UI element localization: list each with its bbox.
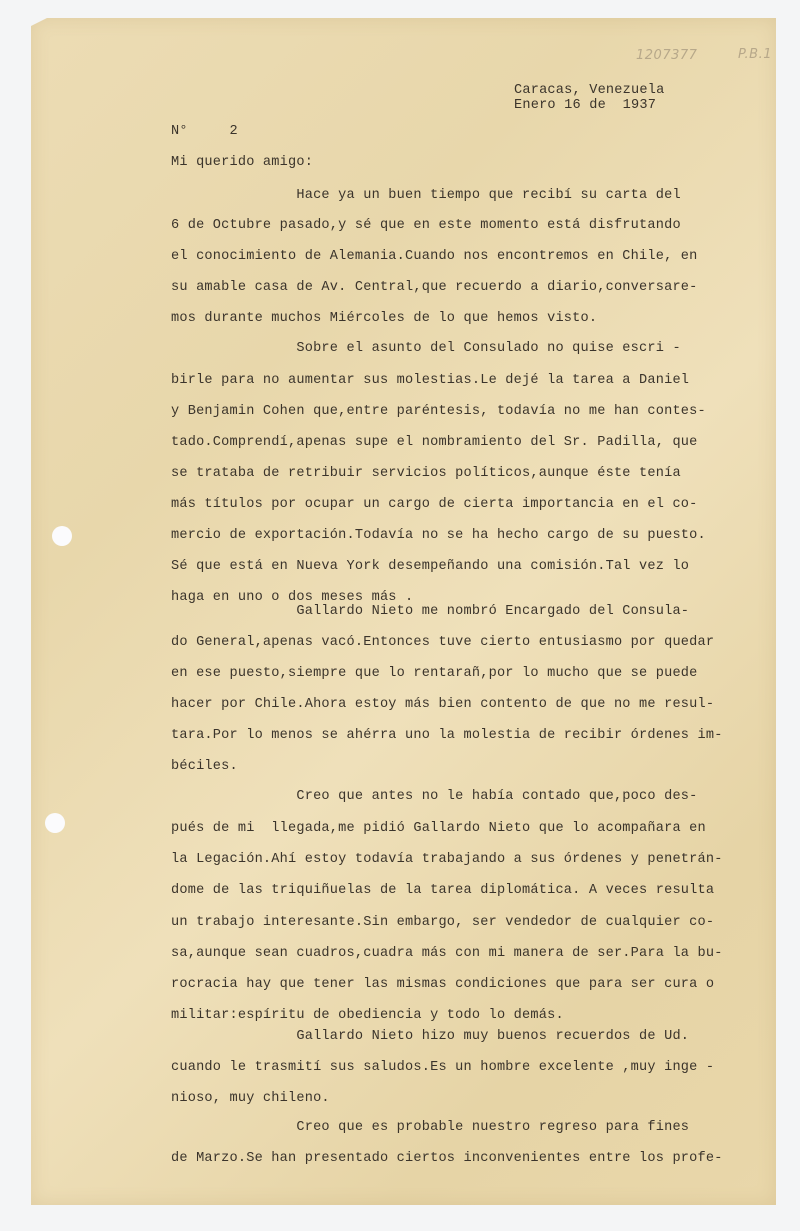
letter-line: en ese puesto,siempre que lo rentarañ,por lo mucho que se puede — [171, 666, 698, 681]
letter-line: tara.Por lo menos se ahérra uno la molestia de recibir órdenes im- — [171, 728, 723, 743]
letter-line: Sobre el asunto del Consulado no quise escri - — [171, 341, 681, 356]
letter-line: un trabajo interesante.Sin embargo, ser vendedor de cualquier co- — [171, 915, 715, 930]
letter-line: Gallardo Nieto me nombró Encargado del Consula- — [171, 604, 690, 619]
letter-line: 6 de Octubre pasado,y sé que en este momento está disfrutando — [171, 218, 681, 233]
letter-line: nioso, muy chileno. — [171, 1091, 330, 1106]
letter-line: mercio de exportación.Todavía no se ha hecho cargo de su puesto. — [171, 528, 706, 543]
letter-line: la Legación.Ahí estoy todavía trabajando a sus órdenes y penetrán- — [171, 852, 723, 867]
letter-line: Creo que es probable nuestro regreso para fines — [171, 1120, 690, 1135]
letter-line: el conocimiento de Alemania.Cuando nos encontremos en Chile, en — [171, 249, 698, 264]
letter-line: tado.Comprendí,apenas supe el nombramiento del Sr. Padilla, que — [171, 435, 698, 450]
letter-line: Sé que está en Nueva York desempeñando una comisión.Tal vez lo — [171, 559, 690, 574]
letter-line: hacer por Chile.Ahora estoy más bien contento de que no me resul- — [171, 697, 715, 712]
letter-line: mos durante muchos Miércoles de lo que hemos visto. — [171, 311, 598, 326]
letter-line: Creo que antes no le había contado que,poco des- — [171, 789, 698, 804]
letter-line: y Benjamin Cohen que,entre paréntesis, todavía no me han contes- — [171, 404, 706, 419]
punch-hole-upper — [52, 526, 72, 546]
folio-mark: P.B.1 — [738, 47, 773, 62]
letter-line: haga en uno o dos meses más . — [171, 590, 414, 605]
letter-line: sa,aunque sean cuadros,cuadra más con mi manera de ser.Para la bu- — [171, 946, 723, 961]
letter-line: Hace ya un buen tiempo que recibí su carta del — [171, 188, 681, 203]
letter-line: se trataba de retribuir servicios políticos,aunque éste tenía — [171, 466, 681, 481]
punch-hole-lower — [45, 813, 65, 833]
letter-line: dome de las triquiñuelas de la tarea diplomática. A veces resulta — [171, 883, 715, 898]
letter-line: birle para no aumentar sus molestias.Le dejé la tarea a Daniel — [171, 373, 690, 388]
letter-line: do General,apenas vacó.Entonces tuve cierto entusiasmo por quedar — [171, 635, 715, 650]
letter-date: Enero 16 de 1937 — [514, 98, 657, 113]
letter-line: pués de mi llegada,me pidió Gallardo Nieto que lo acompañara en — [171, 821, 706, 836]
letter-line: Gallardo Nieto hizo muy buenos recuerdos de Ud. — [171, 1029, 690, 1044]
letter-line: cuando le trasmití sus saludos.Es un hombre excelente ,muy inge - — [171, 1060, 715, 1075]
letter-place: Caracas, Venezuela — [514, 83, 665, 98]
letter-line: rocracia hay que tener las mismas condiciones que para ser cura o — [171, 977, 715, 992]
letter-line: militar:espíritu de obediencia y todo lo demás. — [171, 1008, 564, 1023]
letter-line: béciles. — [171, 759, 238, 774]
letter-number: N° 2 — [171, 124, 238, 139]
salutation: Mi querido amigo: — [171, 155, 314, 170]
letter-line: más títulos por ocupar un cargo de cierta importancia en el co- — [171, 497, 698, 512]
letter-line: de Marzo.Se han presentado ciertos inconvenientes entre los profe- — [171, 1151, 723, 1166]
letter-line: su amable casa de Av. Central,que recuerdo a diario,conversare- — [171, 280, 698, 295]
catalog-number: 1207377 — [636, 48, 698, 63]
